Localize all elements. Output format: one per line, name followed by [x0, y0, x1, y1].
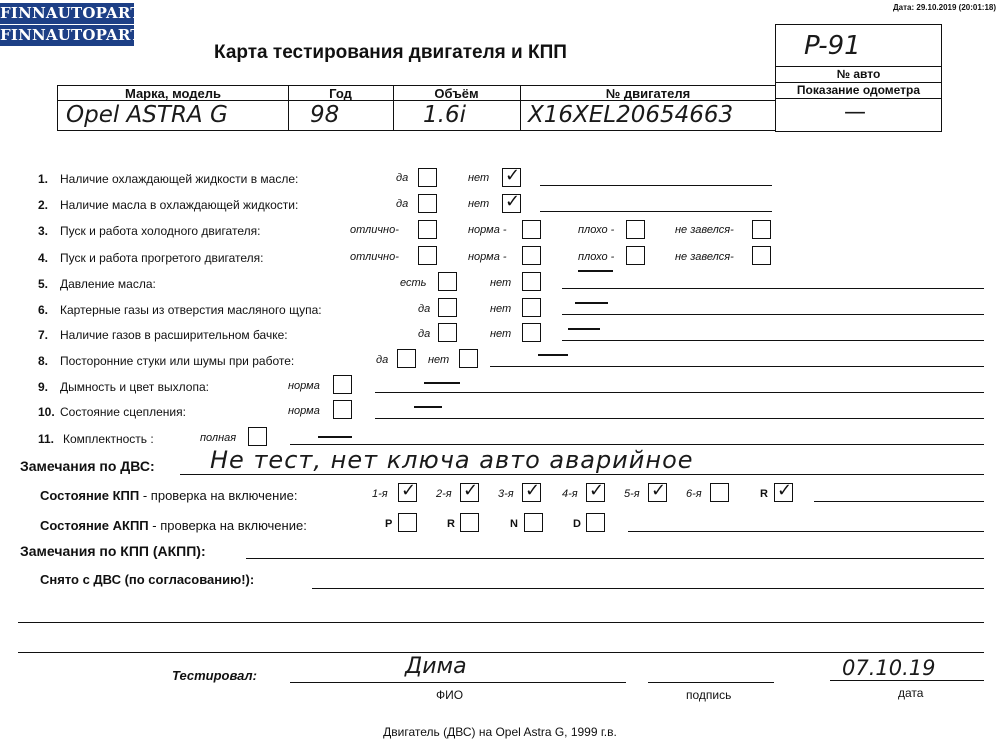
fio-label: ФИО: [436, 688, 464, 702]
option-label: нет: [468, 198, 490, 210]
option-label: норма -: [468, 251, 507, 263]
akpp-label: [40, 518, 307, 533]
checkbox-akpp-p[interactable]: [398, 513, 417, 532]
checkbox-q8-yes[interactable]: [397, 349, 416, 368]
question-number: 1.: [38, 172, 49, 186]
checkbox-q7-yes[interactable]: [438, 323, 457, 342]
checkbox-akpp-n[interactable]: [524, 513, 543, 532]
question-text: Картерные газы из отверстия масляного щупа:: [60, 303, 322, 317]
value-brand-model: Opel ASTRA G: [66, 102, 228, 128]
odometer-header-line: [776, 98, 941, 99]
auto-number-label: № авто: [836, 67, 881, 81]
gear-label: 3-я: [498, 488, 514, 500]
handwritten-dash: [538, 354, 568, 356]
answer-line: [290, 444, 984, 445]
brand-logo: FINNAUTOPARTS: [0, 4, 153, 22]
checkbox-q9-normal[interactable]: [333, 375, 352, 394]
checkbox-gear-3[interactable]: [522, 480, 541, 502]
option-label: норма -: [468, 224, 507, 236]
auto-number-box: [775, 24, 942, 132]
answer-line: [562, 340, 984, 341]
answer-line: [180, 474, 984, 475]
value-year: 98: [310, 102, 340, 128]
checkbox-q11-complete[interactable]: [248, 427, 267, 446]
option-label: норма: [288, 380, 320, 392]
check-mark: ✓: [651, 480, 667, 500]
answer-line: [246, 558, 984, 559]
checkbox-q7-no[interactable]: [522, 323, 541, 342]
question-number: 4.: [38, 251, 49, 265]
checkbox-gear-6[interactable]: [710, 483, 729, 502]
checkbox-q5-no[interactable]: [522, 272, 541, 291]
option-label: да: [396, 198, 409, 210]
test-date: 07.10.19: [842, 656, 936, 680]
odometer-label: Показание одометра: [796, 83, 921, 97]
check-mark: ✓: [505, 165, 521, 185]
question-text: Наличие охлаждающей жидкости в масле:: [60, 172, 299, 186]
question-text: Наличие газов в расширительном бачке:: [60, 328, 288, 342]
check-mark: ✓: [463, 480, 479, 500]
option-label: нет: [490, 277, 512, 289]
question-number: 2.: [38, 198, 49, 212]
gear-label: 6-я: [686, 488, 702, 500]
checkbox-q3-nostart[interactable]: [752, 220, 771, 239]
checkbox-q3-normal[interactable]: [522, 220, 541, 239]
remarks-kpp-label: Замечания по КПП (АКПП):: [20, 543, 206, 559]
gear-label: R: [760, 488, 768, 500]
option-label: да: [396, 172, 409, 184]
value-volume: 1.6i: [423, 102, 466, 128]
checkbox-q4-normal[interactable]: [522, 246, 541, 265]
checkbox-q2-yes[interactable]: [418, 194, 437, 213]
checkbox-q3-bad[interactable]: [626, 220, 645, 239]
option-label: норма: [288, 405, 320, 417]
col-volume: Объём: [434, 86, 479, 101]
check-mark: ✓: [777, 480, 793, 500]
question-text: Посторонние стуки или шумы при работе:: [60, 354, 295, 368]
option-label: не завелся-: [675, 251, 734, 263]
checkbox-q3-excellent[interactable]: [418, 220, 437, 239]
question-text: Состояние сцепления:: [60, 405, 186, 419]
question-text: Наличие масла в охлаждающей жидкости:: [60, 198, 299, 212]
check-mark: ✓: [505, 191, 521, 211]
checkbox-q2-no[interactable]: [502, 191, 521, 213]
answer-line: [375, 392, 984, 393]
answer-line: [628, 531, 984, 532]
akpp-mode-label: P: [385, 518, 393, 530]
checkbox-akpp-r[interactable]: [460, 513, 479, 532]
odometer-value: —: [844, 100, 866, 125]
gear-label: 2-я: [436, 488, 452, 500]
akpp-mode-label: N: [510, 518, 518, 530]
answer-line: [562, 314, 984, 315]
checkbox-q8-no[interactable]: [459, 349, 478, 368]
checkbox-q1-yes[interactable]: [418, 168, 437, 187]
answer-line: [814, 501, 984, 502]
option-label: нет: [468, 172, 490, 184]
answer-line: [375, 418, 984, 419]
akpp-label-rest: - проверка на включение:: [148, 518, 307, 533]
option-label: нет: [490, 328, 512, 340]
date-stamp: Дата: 29.10.2019 (20:01:18): [892, 3, 996, 12]
answer-line: [490, 366, 984, 367]
answer-line: [540, 185, 772, 186]
auto-number-value: P-91: [804, 31, 861, 61]
option-label: нет: [490, 303, 512, 315]
answer-line: [540, 211, 772, 212]
brand-logo-secondary: FINNAUTOPARTS: [0, 26, 153, 44]
akpp-mode-label: R: [447, 518, 455, 530]
tested-label: Тестировал:: [172, 668, 257, 683]
question-number: 8.: [38, 354, 49, 368]
value-engine-number: X16XEL20654663: [528, 102, 734, 128]
date-line: [830, 680, 984, 681]
handwritten-dash: [414, 406, 442, 408]
checkbox-q5-yes[interactable]: [438, 272, 457, 291]
gear-label: 1-я: [372, 488, 388, 500]
answer-line: [312, 588, 984, 589]
kpp-label-rest: - проверка на включение:: [139, 488, 298, 503]
option-label: полная: [200, 432, 237, 444]
fio-line: [290, 682, 626, 683]
image-caption: Двигатель (ДВС) на Opel Astra G, 1999 г.в.: [383, 725, 617, 739]
question-text: Давление масла:: [60, 277, 156, 291]
checkbox-q4-bad[interactable]: [626, 246, 645, 265]
question-number: 6.: [38, 303, 49, 317]
option-label: отлично-: [350, 251, 399, 263]
question-text: Дымность и цвет выхлопа:: [60, 380, 209, 394]
option-label: не завелся-: [675, 224, 734, 236]
checkbox-gear-2[interactable]: [460, 480, 479, 502]
option-label: да: [376, 354, 389, 366]
question-text: Комплектность :: [63, 432, 154, 446]
checkbox-q6-yes[interactable]: [438, 298, 457, 317]
answer-line: [18, 622, 984, 623]
question-number: 11.: [38, 432, 55, 446]
option-label: да: [418, 328, 431, 340]
option-label: плохо -: [578, 251, 615, 263]
question-number: 10.: [38, 405, 55, 419]
checkbox-q1-no[interactable]: [502, 165, 521, 187]
handwritten-dash: [318, 436, 352, 438]
check-mark: ✓: [525, 480, 541, 500]
checkbox-akpp-d[interactable]: [586, 513, 605, 532]
gear-label: 5-я: [624, 488, 640, 500]
question-number: 3.: [38, 224, 49, 238]
option-label: нет: [428, 354, 450, 366]
checkbox-gear-5[interactable]: [648, 480, 667, 502]
check-mark: ✓: [401, 480, 417, 500]
option-label: да: [418, 303, 431, 315]
option-label: есть: [400, 277, 427, 289]
col-brand-model: Марка, модель: [124, 86, 222, 101]
option-label: плохо -: [578, 224, 615, 236]
checkbox-q10-normal[interactable]: [333, 400, 352, 419]
remarks-engine-label: Замечания по ДВС:: [20, 458, 155, 474]
checkbox-gear-4[interactable]: [586, 480, 605, 502]
date-label: дата: [898, 686, 924, 700]
option-label: отлично-: [350, 224, 399, 236]
akpp-label-bold: Состояние АКПП: [40, 518, 149, 533]
form-title: Карта тестирования двигателя и КПП: [214, 42, 567, 63]
question-text: Пуск и работа холодного двигателя:: [60, 224, 261, 238]
check-mark: ✓: [589, 480, 605, 500]
signature-label: подпись: [686, 688, 732, 702]
col-year: Год: [329, 86, 352, 101]
answer-line: [562, 288, 984, 289]
akpp-mode-label: D: [573, 518, 581, 530]
checkbox-q4-excellent[interactable]: [418, 246, 437, 265]
question-text: Пуск и работа прогретого двигателя:: [60, 251, 264, 265]
checkbox-gear-r[interactable]: [774, 480, 793, 502]
removed-label: Снято с ДВС (по согласованию!):: [40, 572, 255, 587]
handwritten-dash: [575, 302, 608, 304]
question-number: 9.: [38, 380, 49, 394]
answer-line: [18, 652, 984, 653]
checkbox-q4-nostart[interactable]: [752, 246, 771, 265]
signature-line: [648, 682, 774, 683]
gear-label: 4-я: [562, 488, 578, 500]
tester-name: Дима: [405, 654, 467, 679]
col-engine-number: № двигателя: [605, 86, 691, 101]
checkbox-gear-1[interactable]: [398, 480, 417, 502]
vehicle-table: [57, 85, 776, 131]
kpp-label-bold: Состояние КПП: [40, 488, 140, 503]
handwritten-dash: [578, 270, 613, 272]
question-number: 7.: [38, 328, 49, 342]
remarks-engine-value: Не тест, нет ключа авто аварийное: [210, 446, 694, 474]
kpp-label: [40, 488, 297, 503]
handwritten-dash: [424, 382, 460, 384]
handwritten-dash: [568, 328, 600, 330]
question-number: 5.: [38, 277, 49, 291]
checkbox-q6-no[interactable]: [522, 298, 541, 317]
